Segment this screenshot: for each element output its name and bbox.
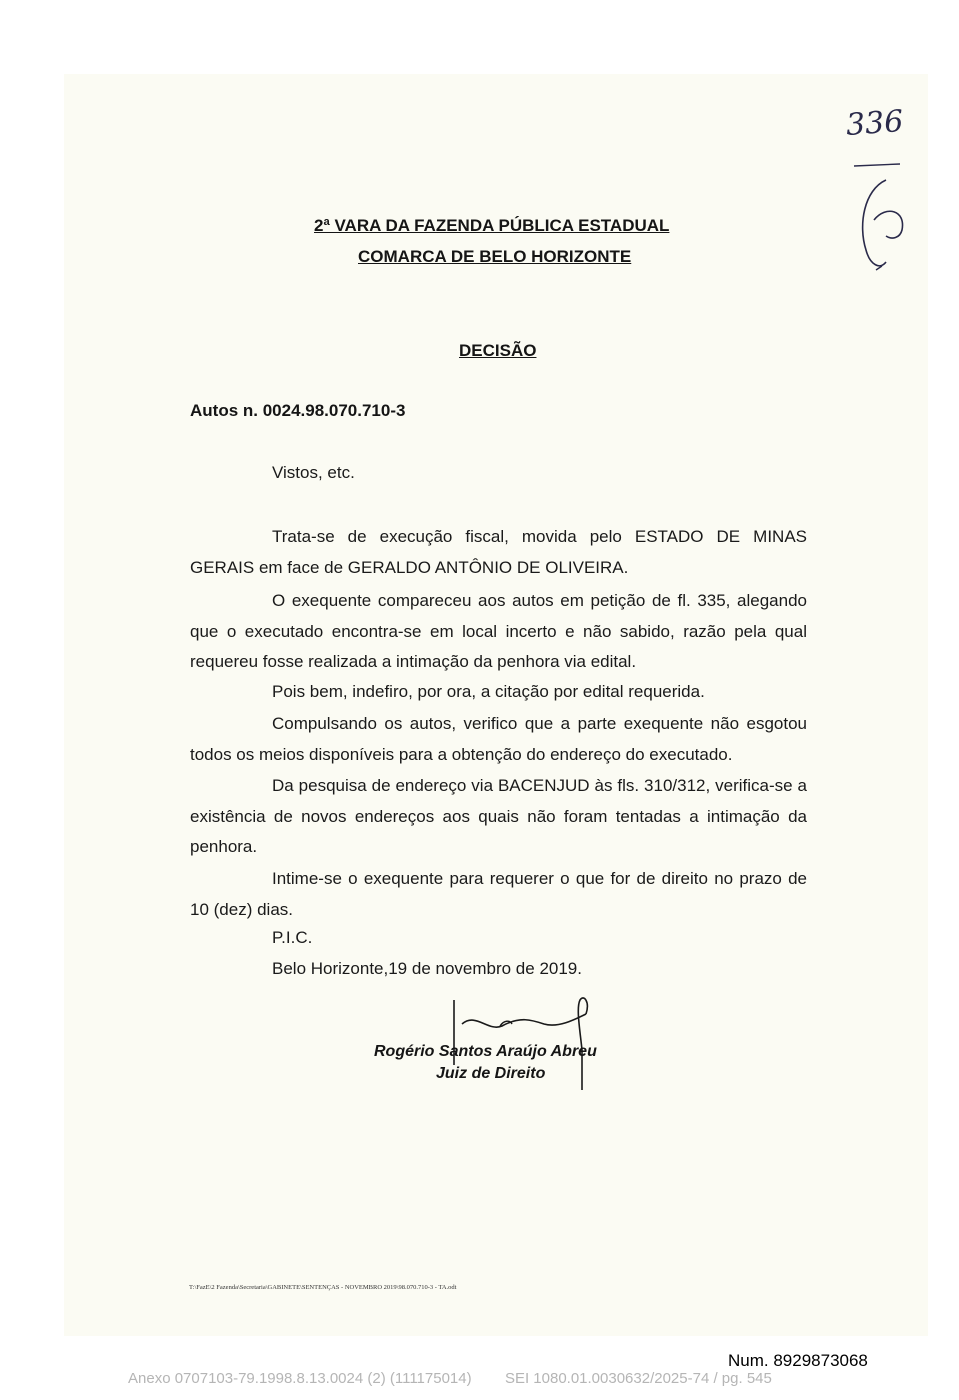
paragraph-3: Pois bem, indefiro, por ora, a citação por edital requerida. [272,682,705,701]
handwritten-underline-mark [850,160,910,170]
court-district: COMARCA DE BELO HORIZONTE [358,247,632,266]
document-number: Num. 8929873068 [728,1351,868,1370]
handwritten-initials-mark [846,170,916,275]
paragraph-6: Intime-se o exequente para requerer o que for de direito no prazo de 10 (dez) dias. [190,869,807,919]
file-path: T:\FazE\2 Fazenda\Secretaria\GABINETE\SENTENÇAS - NOVEMBRO 2019\98.070.710-3 - TA.odt [189,1284,457,1291]
court-name: 2ª VARA DA FAZENDA PÚBLICA ESTADUAL [314,216,670,235]
document-title: DECISÃO [459,341,537,360]
paragraph-1: Trata-se de execução fiscal, movida pelo ESTADO DE MINAS GERAIS em face de GERALDO ANTÔNIO DE OLIVEIRA. [190,527,807,577]
paragraph-2: O exequente compareceu aos autos em petição de fl. 335, alegando que o executado encontra-se em local incerto e não sabido, razão pela qual requereu fosse realizada a intimação da penhora via edital. [190,591,807,671]
judge-name: Rogério Santos Araújo Abreu [374,1043,597,1060]
judge-role: Juiz de Direito [436,1065,546,1082]
annex-reference: Anexo 0707103-79.1998.8.13.0024 (2) (111175014) SEI 1080.01.0030632/2025-74 / pg. 545 [128,1370,772,1387]
place-date: Belo Horizonte,19 de novembro de 2019. [272,959,582,978]
paragraph-5: Da pesquisa de endereço via BACENJUD às fls. 310/312, verifica-se a existência de novos endereços aos quais não foram tentadas a intimação da penhora. [190,776,807,856]
closing-pic: P.I.C. [272,928,313,947]
handwritten-page-number: 336 [844,104,905,143]
case-number: Autos n. 0024.98.070.710-3 [190,401,406,420]
greeting: Vistos, etc. [272,463,355,482]
paragraph-4: Compulsando os autos, verifico que a parte exequente não esgotou todos os meios disponíveis para a obtenção do endereço do executado. [190,714,807,764]
